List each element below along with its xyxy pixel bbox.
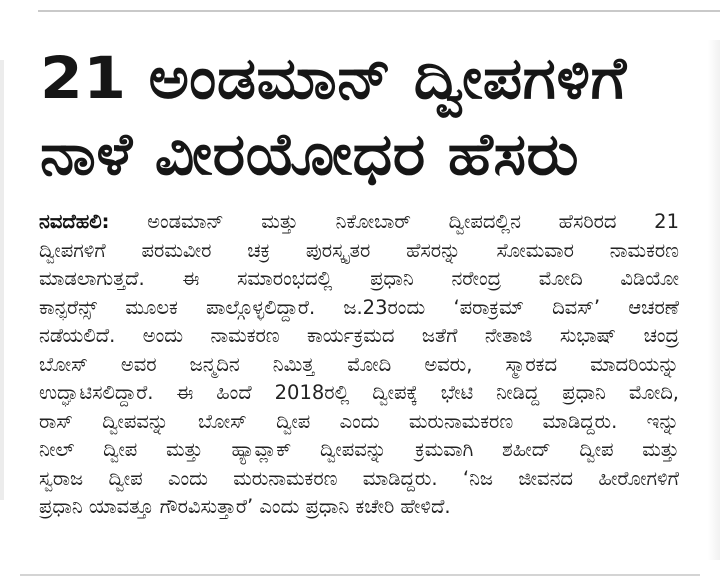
body-line-2: ದ್ವೀಪಗಳಿಗೆ ಪರಮವೀರ ಚಕ್ರ ಪುರಸ್ಕೃತರ ಹೆಸರನ್ನು ಸೋಮವಾರ ನಾಮಕರಣ [39, 238, 679, 262]
top-rule [38, 10, 720, 12]
body-line-9: ನೀಲ್ ದ್ವೀಪ ಮತ್ತು ಹ್ಯಾವ್ಲಾಕ್ ದ್ವೀಪವನ್ನು ಕ್ರಮವಾಗಿ ಶಹೀದ್ ದ್ವೀಪ ಮತ್ತು [39, 438, 679, 461]
body-line-10: ಸ್ವರಾಜ ದ್ವೀಪ ಎಂದು ಮರುನಾಮಕರಣ ಮಾಡಿದ್ದರು. ‘ನಿಜ ಜೀವನದ ಹೀರೋಗಳಿಗೆ [39, 466, 679, 490]
bottom-rule [20, 574, 700, 576]
article-body [39, 208, 679, 522]
body-line-3: ಮಾಡಲಾಗುತ್ತದೆ. ಈ ಸಮಾರಂಭದಲ್ಲಿ ಪ್ರಧಾನಿ ನರೇಂದ್ರ ಮೋದಿ ವಿಡಿಯೋ [39, 267, 679, 290]
body-line-6: ಬೋಸ್ ಅವರ ಜನ್ಮದಿನ ನಿಮಿತ್ತ ಮೋದಿ ಅವರು, ಸ್ಮಾರಕದ ಮಾದರಿಯನ್ನು [39, 352, 679, 376]
body-line-11: ಪ್ರಧಾನಿ ಯಾವತ್ತೂ ಗೌರವಿಸುತ್ತಾರೆ’ ಎಂದು ಪ್ರಧಾನಿ ಕಚೇರಿ ಹೇಳಿದೆ. [39, 495, 451, 518]
headline [40, 40, 718, 192]
body-line-1-text: ಅಂಡಮಾನ್ ಮತ್ತು ನಿಕೋಬಾರ್ ದ್ವೀಪದಲ್ಲಿನ ಹೆಸರಿರದ 21 [147, 210, 679, 233]
body-line-7: ಉದ್ಘಾಟಿಸಲಿದ್ದಾರೆ. ಈ ಹಿಂದೆ 2018ರಲ್ಲಿ ದ್ವೀಪಕ್ಕೆ ಭೇಟಿ ನೀಡಿದ್ದ ಪ್ರಧಾನಿ ಮೋದಿ, [39, 381, 679, 404]
headline-line-1: 21 ಅಂಡಮಾನ್ ದ್ವೀಪಗಳಿಗೆ [40, 44, 627, 112]
dateline: ನವದೆಹಲಿ: [39, 210, 110, 233]
body-line-8: ರಾಸ್ ದ್ವೀಪವನ್ನು ಬೋಸ್ ದ್ವೀಪ ಎಂದು ಮರುನಾಮಕರಣ ಮಾಡಿದ್ದರು. ಇನ್ನು [39, 409, 679, 433]
headline-line-2: ನಾಳೆ ವೀರಯೋಧರ ಹೆಸರು [40, 120, 580, 188]
body-line-5: ನಡೆಯಲಿದೆ. ಅಂದು ನಾಮಕರಣ ಕಾರ್ಯಕ್ರಮದ ಜತೆಗೆ ನೇತಾಜಿ ಸುಭಾಷ್ ಚಂದ್ರ [39, 324, 679, 347]
body-line-1 [39, 208, 679, 237]
left-page-edge [0, 60, 4, 500]
body-line-4: ಕಾನ್ಫರೆನ್ಸ್ ಮೂಲಕ ಪಾಲ್ಗೊಳ್ಳಲಿದ್ದಾರೆ. ಜ.23ರಂದು ‘ಪರಾಕ್ರಮ್ ದಿವಸ್’ ಆಚರಣೆ [39, 295, 679, 319]
